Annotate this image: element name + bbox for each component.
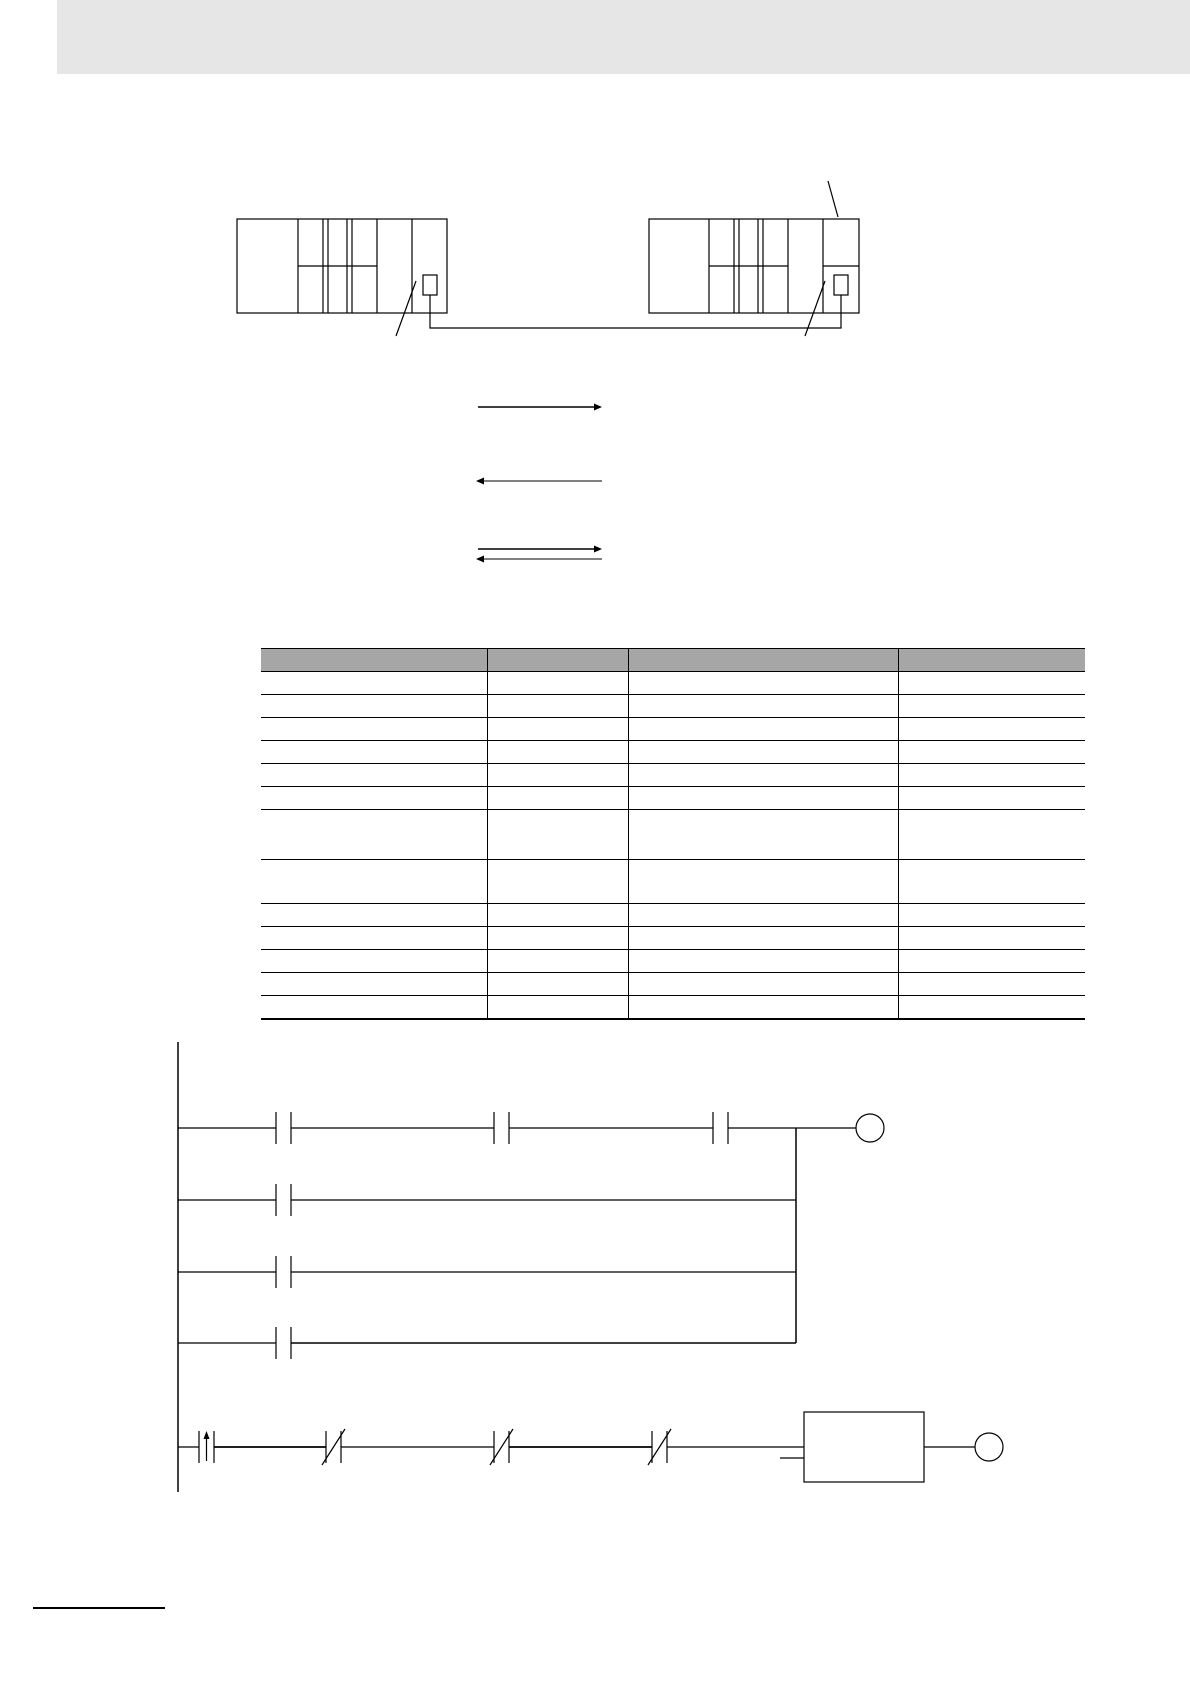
ladder-branch-3 [178, 1256, 796, 1288]
ladder-branch-2 [178, 1184, 796, 1216]
footer-rule [33, 1607, 165, 1609]
ladder-rung-2 [178, 1412, 1003, 1482]
ladder-branch-4 [178, 1327, 796, 1359]
output-coil-2 [975, 1433, 1003, 1461]
output-coil-1 [856, 1114, 884, 1142]
ladder-rung-1 [178, 1112, 884, 1343]
function-block [804, 1412, 924, 1482]
